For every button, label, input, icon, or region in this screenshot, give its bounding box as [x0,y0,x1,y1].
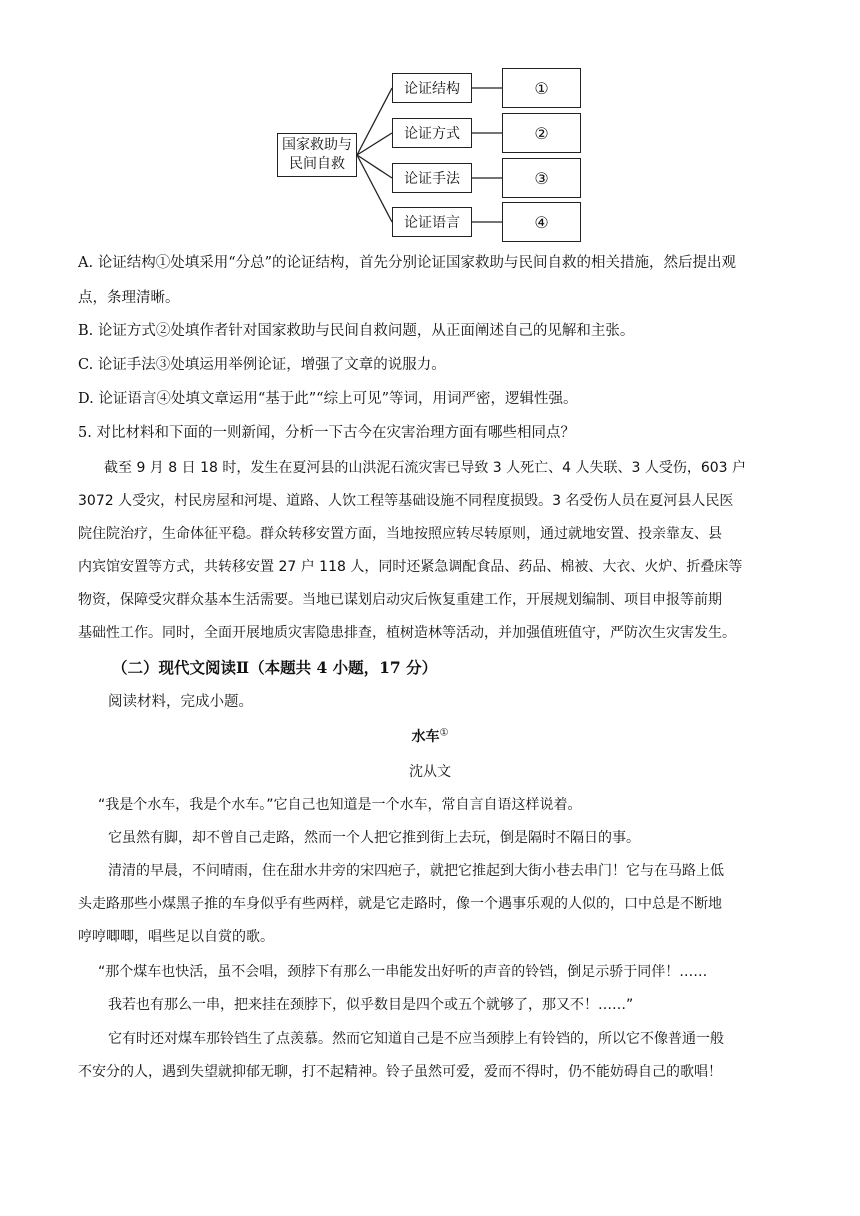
option-a-line2: 点，条理清晰。 [78,290,180,306]
diagram-root-line2: 民间自救 [289,156,345,172]
section-instruction: 阅读材料，完成小题。 [108,694,253,710]
news-line: 物资，保障受灾群众基本生活需要。当地已谋划启动灾后恢复重建工作，开展规划编制、项目申报等前期 [78,592,722,608]
option-d: D. 论证语言④处填文章运用“基于此”“综上可见”等词，用词严密，逻辑性强。 [78,391,578,407]
option-b: B. 论证方式②处填作者针对国家救助与民间自救问题，从正面阐述自己的见解和主张。 [78,323,635,339]
story-line: 我若也有那么一串，把来挂在颈脖下，似乎数目是四个或五个就够了，那又不！……” [108,997,634,1013]
news-line: 内宾馆安置等方式，共转移安置 27 户 118 人，同时还紧急调配食品、药品、棉被、大衣、火炉、折叠床等 [78,559,743,575]
story-line: “我是个水车，我是个水车。”它自己也知道是一个水车，常自言自语这样说着。 [98,797,582,813]
story-line: 哼哼唧唧，唱些足以自赏的歌。 [78,929,274,945]
story-line: “那个煤车也快活，虽不会唱，颈脖下有那么一串能发出好听的声音的铃铛，倒足示骄于同伴！…… [98,964,708,980]
news-line: 基础性工作。同时，全面开展地质灾害隐患排查，植树造林等活动，并加强值班值守，严防次生灾害发生。 [78,625,736,641]
diagram-answer-2: ② [502,113,581,153]
story-title-footnote: ① [439,727,449,739]
argument-structure-diagram [0,0,860,250]
diagram-answer-3: ③ [502,158,581,198]
diagram-label-technique: 论证手法 [392,163,472,193]
story-author: 沈从文 [409,764,451,780]
diagram-label-structure: 论证结构 [392,73,472,103]
story-title [0,726,860,746]
option-c: C. 论证手法③处填运用举例论证，增强了文章的说服力。 [78,357,446,373]
news-line: 3072 人受灾，村民房屋和河堤、道路、人饮工程等基础设施不同程度损毁。3 名受伤人员在夏河县人民医 [78,493,734,509]
question-5: 5. 对比材料和下面的一则新闻，分析一下古今在灾害治理方面有哪些相同点？ [78,425,575,441]
diagram-answer-1: ① [502,68,581,108]
section-heading: （二）现代文阅读Ⅱ（本题共 4 小题，17 分） [112,658,438,677]
news-line: 院住院治疗，生命体征平稳。群众转移安置方面，当地按照应转尽转原则，通过就地安置、投亲靠友、县 [78,526,722,542]
story-line: 不安分的人，遇到失望就抑郁无聊，打不起精神。铃子虽然可爱，爱而不得时，仍不能妨碍自己的歌唱！ [78,1064,722,1080]
story-line: 清清的早晨，不问晴雨，住在甜水井旁的宋四疤子，就把它推起到大街小巷去串门！它与在马路上低 [108,863,724,879]
story-line: 它有时还对煤车那铃铛生了点羡慕。然而它知道自己是不应当颈脖上有铃铛的，所以它不像普通一般 [108,1031,724,1047]
diagram-label-language: 论证语言 [392,207,472,237]
option-a-line1: A. 论证结构①处填采用“分总”的论证结构，首先分别论证国家救助与民间自救的相关措施，然后提出观 [78,255,737,271]
diagram-answer-4: ④ [502,202,581,242]
news-line: 截至 9 月 8 日 18 时，发生在夏河县的山洪泥石流灾害已导致 3 人死亡、4 人失联、3 人受伤，603 户 [104,460,747,476]
diagram-root-line1: 国家救助与 [282,137,352,153]
story-title-text: 水车 [411,729,440,745]
diagram-label-method: 论证方式 [392,118,472,148]
story-line: 头走路那些小煤黑子推的车身似乎有些两样，就是它走路时，像一个遇事乐观的人似的，口中总是不断地 [78,896,722,912]
diagram-root-box [277,133,357,177]
story-line: 它虽然有脚，却不曾自己走路，然而一个人把它推到街上去玩，倒是隔时不隔日的事。 [108,830,640,846]
